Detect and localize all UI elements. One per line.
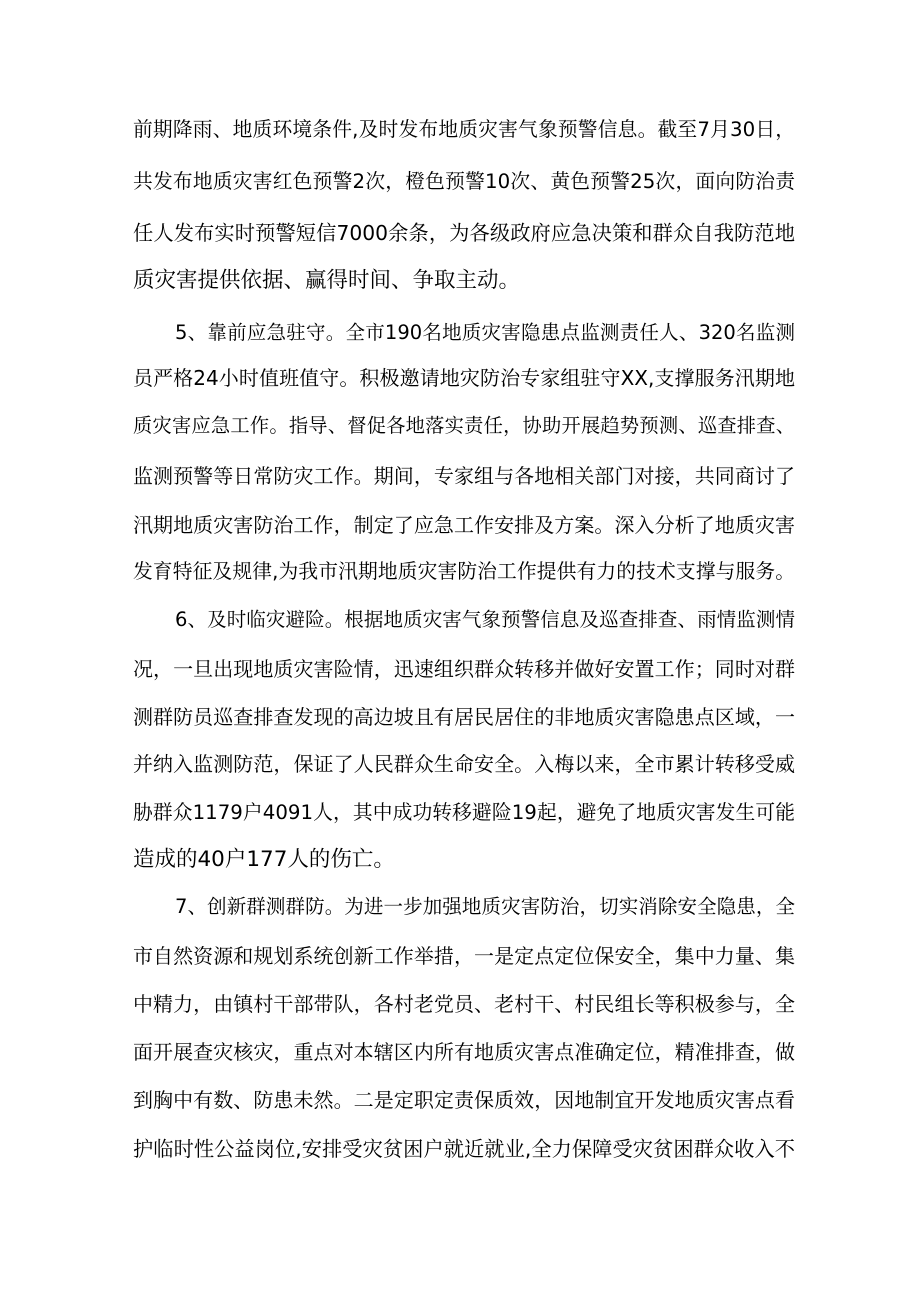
paragraph-3-line-1: 6、及时临灾避险。根据地质灾害气象预警信息及巡查排查、雨情监测情: [175, 608, 795, 631]
paragraph-1-line-4: 质灾害提供依据、赢得时间、争取主动。: [133, 268, 521, 293]
paragraph-3-line-2: 况，一旦出现地质灾害险情，迅速组织群众转移并做好安置工作；同时对群: [133, 657, 795, 681]
paragraph-2-line-3: 质灾害应急工作。指导、督促各地落实责任，协助开展趋势预测、巡查排查、: [133, 414, 795, 437]
paragraph-4-line-4: 面开展查灾核灾，重点对本辖区内所有地质灾害点准确定位，精准排查，做: [133, 1040, 795, 1064]
paragraph-4-line-6: 护临时性公益岗位,安排受灾贫困户就近就业,全力保障受灾贫困群众收入不: [133, 1137, 795, 1161]
paragraph-3-line-3: 测群防员巡查排查发现的高边坡且有居民居住的非地质灾害隐患点区域，一: [133, 705, 795, 729]
paragraph-1-line-2: 共发布地质灾害红色预警2次，橙色预警10次、黄色预警25次，面向防治责: [133, 170, 795, 193]
paragraph-4-line-3: 中精力，由镇村干部带队，各村老党员、老村干、村民组长等积极参与，全: [133, 992, 795, 1016]
paragraph-1-line-3: 任人发布实时预警短信7000余条，为各级政府应急决策和群众自我防范地: [133, 221, 795, 245]
paragraph-1-line-1: 前期降雨、地质环境条件,及时发布地质灾害气象预警信息。截至7月30日，: [133, 118, 795, 141]
paragraph-2-line-1: 5、靠前应急驻守。全市190名地质灾害隐患点监测责任人、320名监测: [175, 321, 795, 344]
paragraph-3-line-6: 造成的40户177人的伤亡。: [133, 847, 395, 872]
paragraph-4-line-2: 市自然资源和规划系统创新工作举措，一是定点定位保安全，集中力量、集: [133, 944, 795, 968]
paragraph-3-line-4: 并纳入监测防范，保证了人民群众生命安全。入梅以来，全市累计转移受威: [133, 752, 795, 776]
paragraph-2-line-6: 发育特征及规律,为我市汛期地质灾害防治工作提供有力的技术支撑与服务。: [133, 560, 795, 583]
paragraph-3-line-5: 胁群众1179户4091人，其中成功转移避险19起，避免了地质灾害发生可能: [133, 801, 795, 824]
paragraph-2-line-2: 员严格24小时值班值守。积极邀请地灾防治专家组驻守XX,支撑服务汛期地: [133, 366, 795, 390]
paragraph-2-line-4: 监测预警等日常防灾工作。期间，专家组与各地相关部门对接，共同商讨了: [133, 464, 795, 488]
paragraph-4-line-1: 7、创新群测群防。为进一步加强地质灾害防治，切实消除安全隐患，全: [175, 895, 795, 918]
paragraph-2-line-5: 汛期地质灾害防治工作，制定了应急工作安排及方案。深入分析了地质灾害: [133, 513, 795, 537]
paragraph-4-line-5: 到胸中有数、防患未然。二是定职定责保质效，因地制宜开发地质灾害点看: [133, 1088, 795, 1112]
